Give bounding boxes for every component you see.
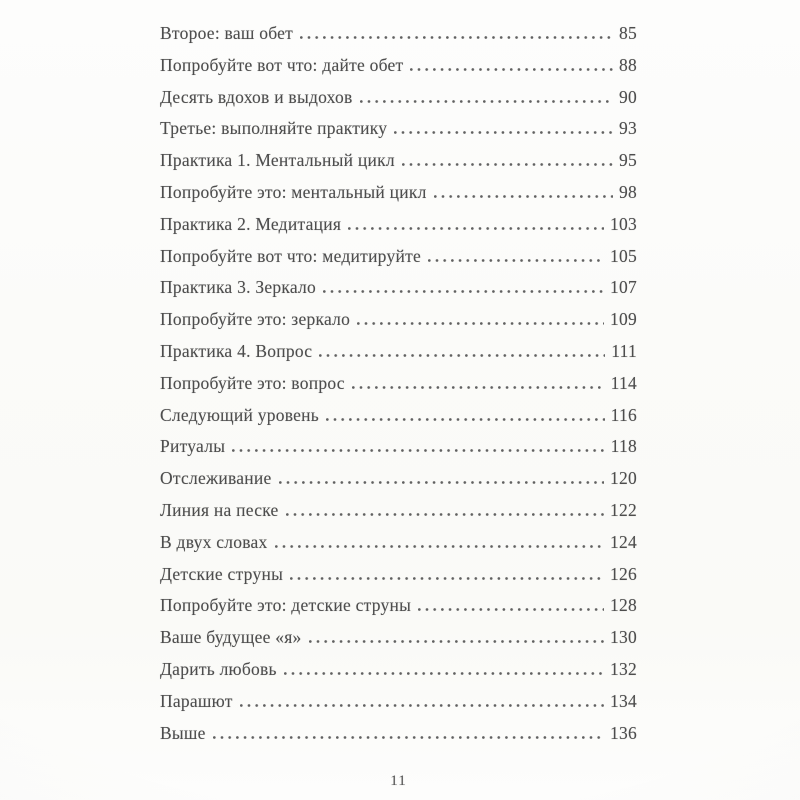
toc-leader-dots (323, 290, 604, 293)
toc-entry-title: Линия на песке (160, 499, 279, 520)
toc-leader-dots (326, 418, 605, 421)
toc-leader-dots (232, 449, 604, 452)
toc-entry-title: Попробуйте это: зеркало (160, 309, 351, 330)
toc-entry (160, 532, 637, 564)
toc-entry (160, 55, 637, 87)
toc-entry (160, 182, 637, 214)
toc-entry-page-number: 88 (619, 54, 637, 75)
toc-entry (160, 150, 637, 182)
toc-entry-title: Ваше будущее «я» (160, 627, 302, 648)
toc-entry-page-number: 124 (610, 531, 637, 552)
toc-entry-title: Следующий уровень (160, 404, 320, 425)
toc-leader-dots (402, 163, 613, 166)
toc-entry-title: Попробуйте вот что: медитируйте (160, 245, 421, 266)
toc-leader-dots (360, 100, 613, 103)
toc-entry-page-number: 90 (619, 86, 637, 107)
toc-entry-title: Практика 1. Ментальный цикл (160, 150, 395, 171)
toc-entry (160, 309, 637, 341)
toc-entry-title: Практика 3. Зеркало (160, 277, 316, 298)
toc-leader-dots (352, 386, 605, 389)
toc-entry-title: Выше (160, 722, 206, 743)
toc-leader-dots (290, 577, 604, 580)
toc-entry (160, 564, 637, 596)
toc-entry-page-number: 118 (610, 436, 637, 457)
toc-entry-page-number: 98 (619, 181, 637, 202)
toc-entry-page-number: 105 (610, 245, 637, 266)
toc-entry-title: Второе: ваш обет (160, 23, 294, 43)
toc-leader-dots (213, 736, 604, 739)
table-of-contents (160, 23, 637, 754)
toc-entry-title: Парашют (160, 690, 233, 711)
toc-entry-page-number: 126 (610, 563, 637, 584)
toc-entry (160, 214, 637, 246)
toc-entry-title: Попробуйте это: вопрос (160, 372, 345, 393)
toc-entry-page-number: 132 (610, 658, 637, 679)
toc-entry (160, 691, 637, 723)
toc-entry (160, 277, 637, 309)
toc-entry (160, 341, 637, 373)
toc-entry-page-number: 109 (610, 309, 637, 330)
toc-entry-title: Детские струны (160, 563, 284, 584)
toc-entry-title: Дарить любовь (160, 658, 277, 679)
toc-entry-page-number: 95 (619, 150, 637, 171)
toc-entry (160, 23, 637, 55)
toc-entry-page-number: 134 (610, 690, 637, 711)
toc-leader-dots (348, 227, 604, 230)
toc-entry-title: Десять вдохов и выдохов (160, 86, 353, 107)
toc-entry-title: Ритуалы (160, 436, 226, 457)
toc-entry-page-number: 111 (611, 340, 637, 361)
toc-leader-dots (410, 68, 613, 71)
toc-entry (160, 659, 637, 691)
toc-entry-page-number: 85 (619, 23, 637, 43)
toc-leader-dots (279, 481, 604, 484)
toc-entry-page-number: 93 (619, 118, 637, 139)
toc-entry-title: Практика 2. Медитация (160, 213, 342, 234)
toc-leader-dots (357, 322, 604, 325)
toc-entry-page-number: 120 (610, 468, 637, 489)
toc-leader-dots (394, 131, 613, 134)
toc-leader-dots (240, 704, 604, 707)
toc-entry-title: Попробуйте это: ментальный цикл (160, 181, 427, 202)
toc-entry-page-number: 128 (610, 595, 637, 616)
toc-leader-dots (284, 672, 604, 675)
toc-leader-dots (300, 36, 613, 39)
toc-entry-title: Третье: выполняйте практику (160, 118, 388, 139)
toc-leader-dots (275, 545, 604, 548)
toc-entry (160, 500, 637, 532)
toc-leader-dots (428, 259, 604, 262)
toc-entry (160, 405, 637, 437)
toc-entry-title: Практика 4. Вопрос (160, 340, 313, 361)
toc-entry-page-number: 103 (610, 213, 637, 234)
toc-entry-title: Отслеживание (160, 468, 272, 489)
toc-entry-page-number: 107 (610, 277, 637, 298)
toc-entry-title: Попробуйте вот что: дайте обет (160, 54, 404, 75)
toc-leader-dots (319, 354, 605, 357)
toc-leader-dots (286, 513, 604, 516)
toc-entry (160, 627, 637, 659)
toc-entry (160, 436, 637, 468)
toc-entry (160, 468, 637, 500)
toc-entry-page-number: 130 (610, 627, 637, 648)
toc-entry (160, 246, 637, 278)
toc-entry (160, 373, 637, 405)
toc-entry (160, 87, 637, 119)
toc-entry-page-number: 122 (610, 499, 637, 520)
toc-entry-page-number: 116 (610, 404, 637, 425)
page-number-footer: 11 (390, 773, 407, 789)
toc-entry (160, 595, 637, 627)
toc-entry (160, 723, 637, 755)
toc-entry-page-number: 114 (610, 372, 637, 393)
toc-leader-dots (418, 608, 604, 611)
toc-leader-dots (309, 640, 604, 643)
toc-entry-title: В двух словах (160, 531, 268, 552)
toc-leader-dots (434, 195, 613, 198)
toc-entry-title: Попробуйте это: детские струны (160, 595, 412, 616)
toc-entry (160, 118, 637, 150)
toc-entry-page-number: 136 (610, 722, 637, 743)
